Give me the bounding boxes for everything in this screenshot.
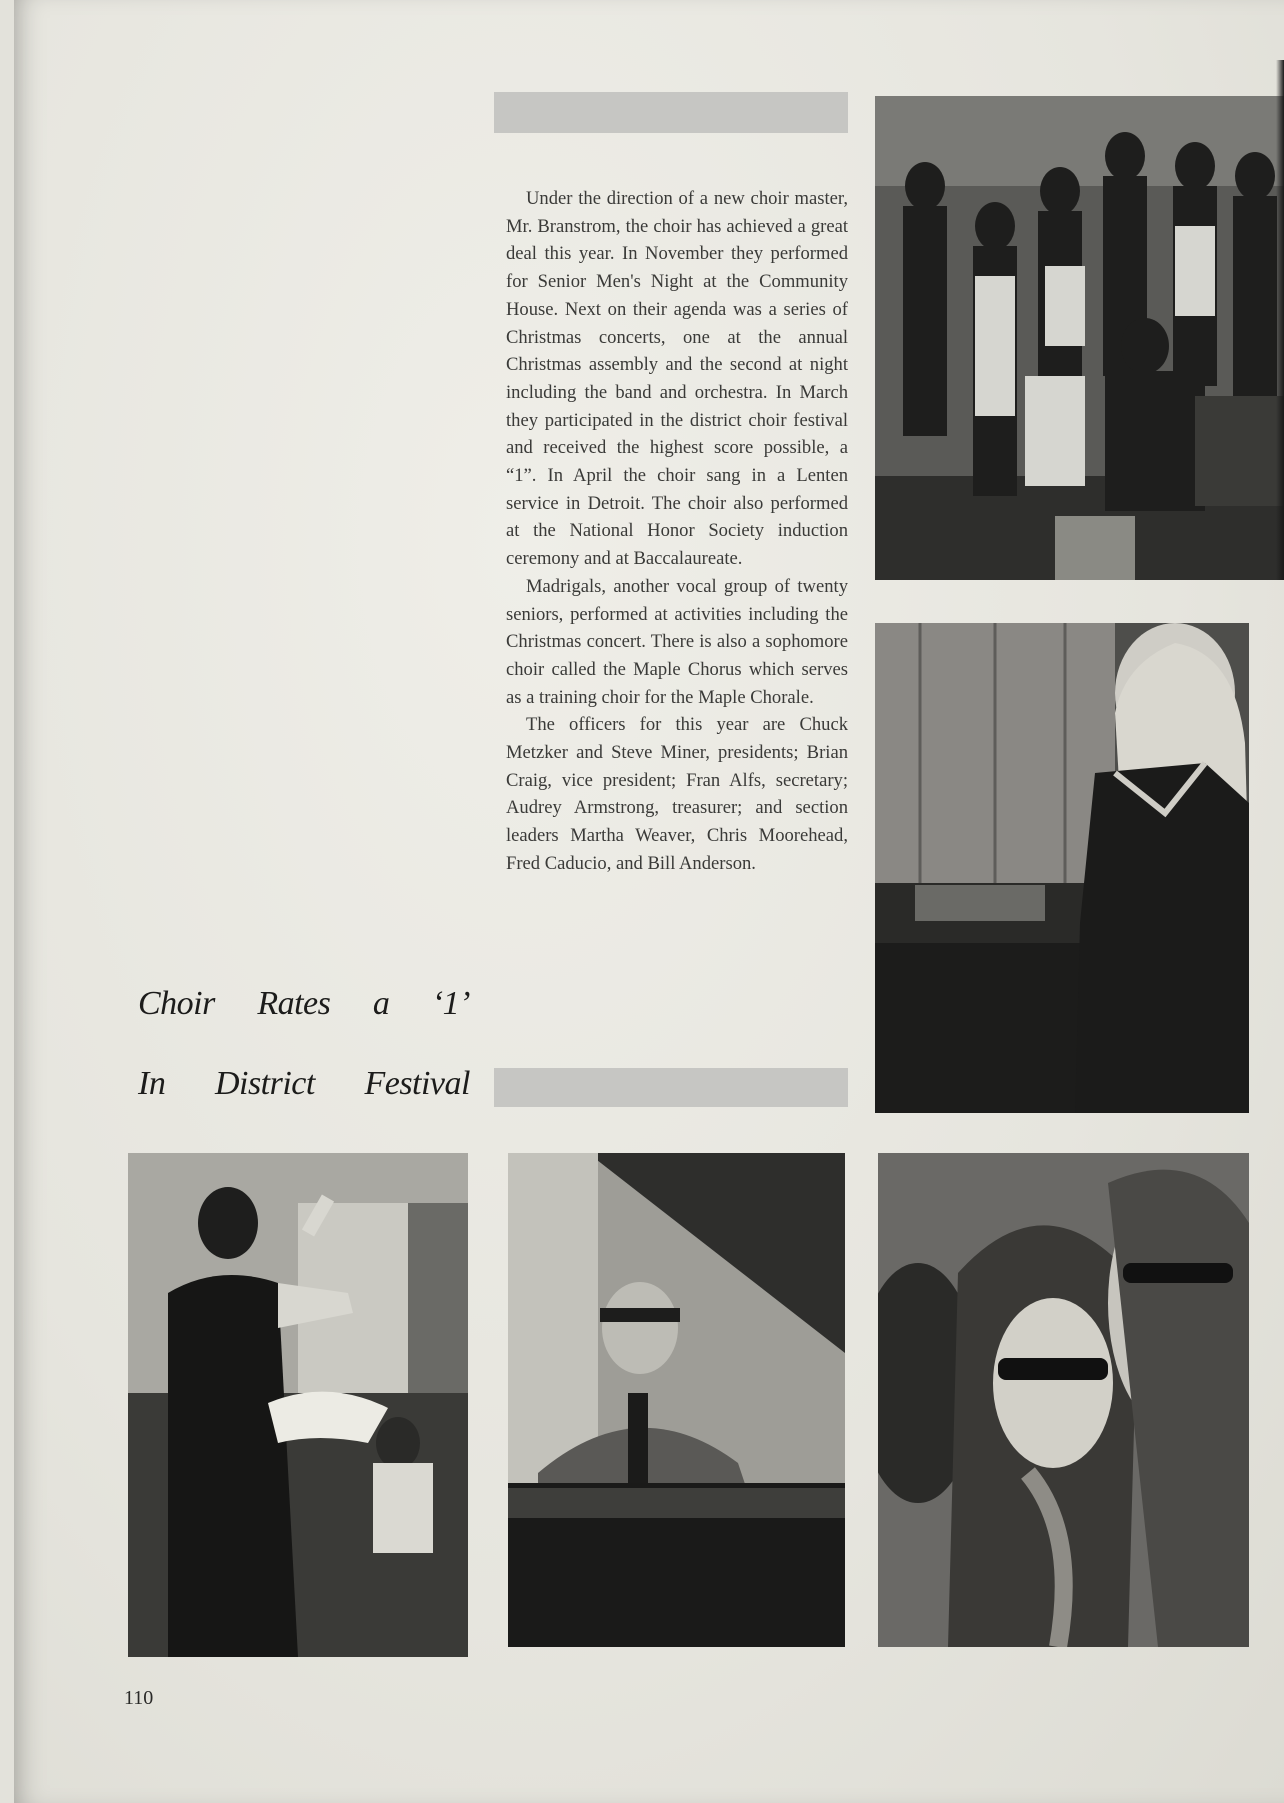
headline-line-1 <box>138 985 470 1023</box>
bottom-gray-bar <box>494 1068 848 1107</box>
choir-group-photo <box>875 96 1284 580</box>
headline-word: Choir <box>138 985 215 1022</box>
headline-word: District <box>214 1065 315 1102</box>
article-paragraph-2: Madrigals, another vocal group of twenty seniors, performed at activities including the Christmas concert. There is also a sophomore choir called the Maple Chorus which serves as a training choir for the Maple Chorale. <box>506 575 848 708</box>
singers-closeup-photo <box>878 1153 1249 1647</box>
page-edge-shadow <box>1276 60 1284 580</box>
student-conductor-photo <box>128 1153 468 1657</box>
article-paragraph-1: Under the direction of a new choir master, Mr. Branstrom, the choir has achieved a great deal this year. In November they performed for Senior Men's Night at the Community House. Next on their agenda was a series of Christmas concerts, one at the annual Christmas assembly and the second at night including the band and orchestra. In March they participated in the district choir festival and received the highest score possible, a “1”. In April the choir sang in a Lenten service in Detroit. The choir also performed at the National Honor Society induction ceremony and at Baccalaureate. <box>506 188 848 570</box>
headline-word: Festival <box>364 1065 470 1102</box>
yearbook-page <box>14 0 1284 1803</box>
article-body <box>506 185 848 878</box>
article-paragraph-3: The officers for this year are Chuck Metzker and Steve Miner, presidents; Brian Craig, vice president; Fran Alfs, secretary; Audrey Armstrong, treasurer; and section leaders Martha Weaver, Chris Moorehead, Fred Caducio, and Bill Anderson. <box>506 714 848 874</box>
top-gray-bar <box>494 92 848 133</box>
page-number: 110 <box>124 1687 154 1709</box>
headline-word: In <box>138 1065 166 1102</box>
headline-word: ‘1’ <box>431 985 470 1022</box>
headline-word: Rates <box>257 985 331 1022</box>
headline-word: a <box>372 985 390 1022</box>
headline-line-2 <box>138 1065 470 1103</box>
student-record-player-photo <box>875 623 1249 1113</box>
choir-master-piano-photo <box>508 1153 845 1647</box>
